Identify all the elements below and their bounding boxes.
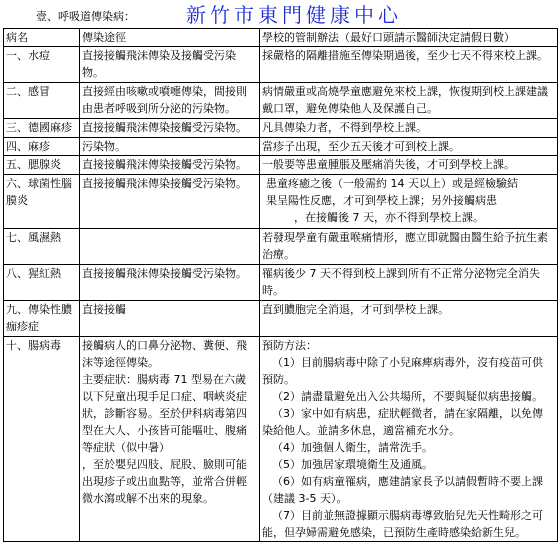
transmission-route: 直接經由咳嗽或噴嚏傳染，間接則由患者呼吸到所分泌的污染物。 bbox=[80, 83, 260, 119]
control-line: 果呈陽性反應，才可到學校上課；另外接觸病患 bbox=[266, 194, 497, 207]
route-line: 微水瀉或解不出來的現象。 bbox=[82, 492, 214, 505]
table-row bbox=[4, 83, 558, 119]
route-line: 接觸病人的口鼻分泌物、糞便、飛 bbox=[82, 339, 247, 352]
section-heading: 壹、呼吸道傳染病： bbox=[36, 10, 135, 23]
route-line: ，至於嬰兒四肢、屁股、臉則可能 bbox=[82, 458, 247, 471]
transmission-route: 污染物。 bbox=[80, 138, 260, 156]
table-row bbox=[4, 337, 558, 542]
control-line: （5）加強居家環境衛生及通風。 bbox=[272, 458, 433, 471]
control-measure: 凡具傳染力者，不得到學校上課。 bbox=[260, 119, 558, 138]
route-line: 出現疹子或出血點等，並常合併輕 bbox=[82, 475, 247, 488]
transmission-route bbox=[80, 337, 260, 542]
transmission-route: 直接接觸 bbox=[80, 301, 260, 337]
disease-name: 九、傳染性膿痂疹症 bbox=[4, 301, 80, 337]
disease-name: 五、腮腺炎 bbox=[4, 156, 80, 175]
transmission-route: 直接接觸飛沫傳染接觸受污染物。 bbox=[80, 265, 260, 301]
table-header-row bbox=[4, 29, 558, 47]
header-disease-name: 病名 bbox=[4, 29, 80, 47]
header-school-control: 學校的管制辦法（最好口頭請示醫師決定請假日數） bbox=[260, 29, 558, 47]
control-measure: 罹病後少 7 天不得到校上課到所有不正常分泌物完全消失時。 bbox=[260, 265, 558, 301]
disease-name: 四、麻疹 bbox=[4, 138, 80, 156]
table-row bbox=[4, 138, 558, 156]
control-measure bbox=[260, 337, 558, 542]
route-line: 沫等途徑傳染。 bbox=[82, 356, 159, 369]
transmission-route: 直接接觸飛沫傳染及接觸受污染物。 bbox=[80, 47, 260, 83]
transmission-route: 直接接觸飛沫傳染接觸受污染物。 bbox=[80, 156, 260, 175]
route-line: 等症狀（似中暑） bbox=[82, 441, 170, 454]
control-line: （建議 3-5 天）。 bbox=[262, 492, 348, 505]
control-measure: 採嚴格的隔離措施至傳染期過後，至少七天不得來校上課。 bbox=[260, 47, 558, 83]
control-line: 能，但孕婦需避免感染，已預防生產時感染給新生兒。 bbox=[262, 526, 526, 539]
disease-name: 六、球菌性腦膜炎 bbox=[4, 175, 80, 229]
disease-name: 七、風濕熱 bbox=[4, 229, 80, 265]
control-line: 預防。 bbox=[262, 373, 295, 386]
control-measure: 當疹子出現，至少五天後才可到校上課。 bbox=[260, 138, 558, 156]
disease-name: 八、猩紅熱 bbox=[4, 265, 80, 301]
control-line: 患童疼癒之後（一般需約 14 天以上）或是經檢驗結 bbox=[266, 177, 518, 190]
disease-name: 一、水痘 bbox=[4, 47, 80, 83]
control-line: 染給他人。並請多休息，適當補充水分。 bbox=[262, 424, 460, 437]
control-line: 預防方法： bbox=[262, 339, 317, 352]
control-measure: 若發現學童有嚴重喉痛情形，應立即就醫由醫生給予抗生素治療。 bbox=[260, 229, 558, 265]
table-row bbox=[4, 229, 558, 265]
transmission-route: 直接接觸飛沫傳染接觸受污染物。 bbox=[80, 119, 260, 138]
table-row bbox=[4, 265, 558, 301]
route-line: 以下兒童出現手足口症、咽峽炎症 bbox=[82, 390, 247, 403]
disease-name: 十、腸病毒 bbox=[4, 337, 80, 542]
route-line: 狀，診斷容易。至於伊科病毒第四 bbox=[82, 407, 247, 420]
table-row bbox=[4, 156, 558, 175]
control-measure: 病情嚴重或高燒學童應避免來校上課，恢復期到校上課建議戴口罩，避免傳染他人及保護自己。 bbox=[260, 83, 558, 119]
header-transmission-route: 傳染途徑 bbox=[80, 29, 260, 47]
route-line: 主要症狀：腸病毒 71 型易在六歲 bbox=[82, 373, 246, 386]
transmission-route bbox=[80, 229, 260, 265]
table-row bbox=[4, 119, 558, 138]
infectious-disease-table bbox=[3, 28, 558, 542]
health-center-title: 新竹市東門健康中心 bbox=[186, 3, 402, 27]
control-measure: 一般要等患童腫脹及壓痛消失後，才可到學校上課。 bbox=[260, 156, 558, 175]
control-line: （6）如有病童罹病，應建請家長予以請假暫時不要上課 bbox=[272, 475, 543, 488]
control-line: （4）加強個人衛生，請常洗手。 bbox=[272, 441, 433, 454]
control-measure bbox=[260, 175, 558, 229]
disease-name: 三、德國麻疹 bbox=[4, 119, 80, 138]
control-line: （1）目前腸病毒中除了小兒麻痺病毒外，沒有疫苗可供 bbox=[272, 356, 543, 369]
route-line: 型在大人、小孩皆可能嘔吐、腹痛 bbox=[82, 424, 247, 437]
control-line: （7）目前並無證據顯示腸病毒導致胎兒先天性畸形之可 bbox=[272, 509, 543, 522]
table-row bbox=[4, 47, 558, 83]
disease-name: 二、感冒 bbox=[4, 83, 80, 119]
table-row bbox=[4, 175, 558, 229]
table-row bbox=[4, 301, 558, 337]
control-line: ，在接觸後 7 天，亦不得到學校上課。 bbox=[294, 211, 484, 224]
control-line: （2）請盡量避免出入公共場所，不要與疑似病患接觸。 bbox=[272, 390, 543, 403]
transmission-route: 直接接觸飛沫傳染接觸受污染物。 bbox=[80, 175, 260, 229]
control-measure: 直到膿胞完全消退，才可到學校上課。 bbox=[260, 301, 558, 337]
control-line: （3）家中如有病患，症狀輕微者，請在家隔離，以免傳 bbox=[272, 407, 543, 420]
